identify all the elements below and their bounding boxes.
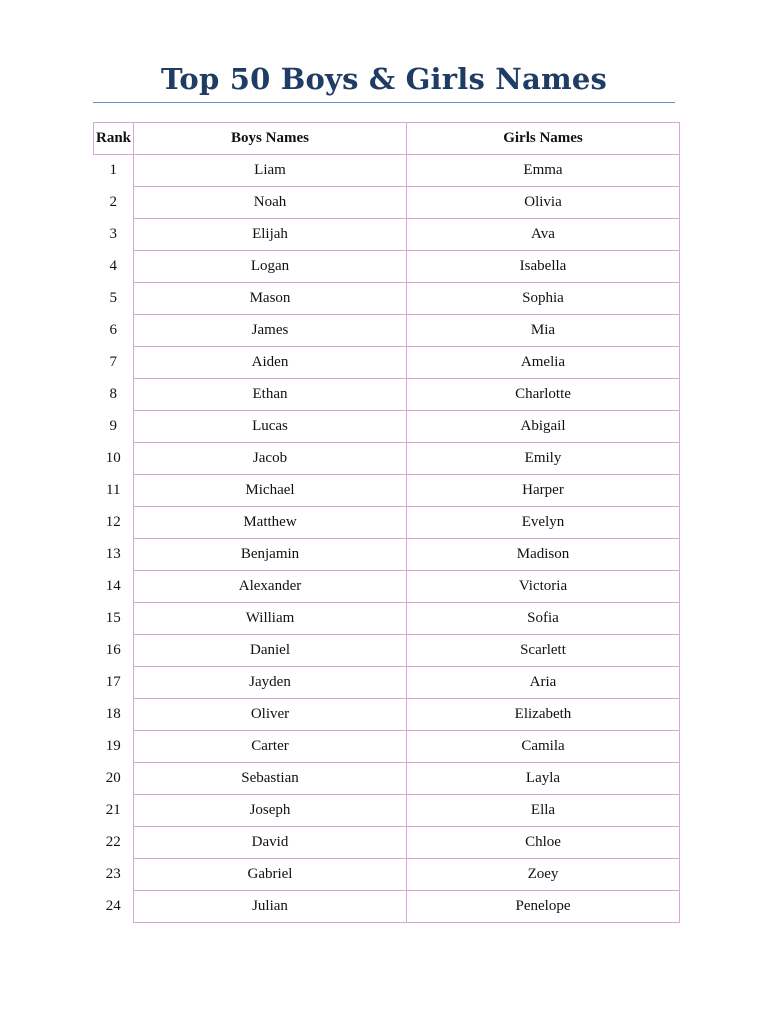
rank-cell: 7 (109, 354, 117, 370)
table-row (94, 219, 680, 251)
girl-name-cell: Elizabeth (407, 699, 680, 731)
rank-column-header: Rank (94, 123, 134, 155)
girl-name-cell: Madison (407, 539, 680, 571)
title-divider (93, 102, 675, 103)
table-row (94, 347, 680, 379)
rank-cell: 17 (105, 674, 121, 690)
rank-cell: 19 (105, 738, 121, 754)
table-row (94, 283, 680, 315)
rank-cell: 20 (105, 770, 121, 786)
table-row (94, 155, 680, 187)
girl-name-cell: Ava (407, 219, 680, 251)
girl-name-cell: Sofia (407, 603, 680, 635)
rank-cell: 9 (109, 418, 117, 434)
boy-name-cell: Jayden (134, 667, 407, 699)
girl-name-cell: Charlotte (407, 379, 680, 411)
boy-name-cell: Daniel (134, 635, 407, 667)
boy-name-cell: Michael (134, 475, 407, 507)
girl-name-cell: Chloe (407, 827, 680, 859)
rank-cell: 6 (109, 322, 117, 338)
boy-name-cell: James (134, 315, 407, 347)
rank-cell: 8 (109, 386, 117, 402)
page-title: Top 50 Boys & Girls Names (160, 62, 608, 96)
girl-name-cell: Emma (407, 155, 680, 187)
girl-name-cell: Harper (407, 475, 680, 507)
rank-cell: 24 (105, 898, 121, 914)
boy-name-cell: Mason (134, 283, 407, 315)
table-row (94, 475, 680, 507)
boy-name-cell: Liam (134, 155, 407, 187)
table-row (94, 443, 680, 475)
girls-names-column-header: Girls Names (407, 123, 680, 155)
girl-name-cell: Zoey (407, 859, 680, 891)
boy-name-cell: Elijah (134, 219, 407, 251)
table-row (94, 251, 680, 283)
boy-name-cell: William (134, 603, 407, 635)
boy-name-cell: Aiden (134, 347, 407, 379)
table-row (94, 187, 680, 219)
girl-name-cell: Emily (407, 443, 680, 475)
boy-name-cell: Benjamin (134, 539, 407, 571)
boy-name-cell: Matthew (134, 507, 407, 539)
table-row (94, 411, 680, 443)
boy-name-cell: Ethan (134, 379, 407, 411)
header-row (94, 123, 680, 155)
table-row (94, 507, 680, 539)
rank-cell: 12 (105, 514, 121, 530)
table-row (94, 699, 680, 731)
girl-name-cell: Amelia (407, 347, 680, 379)
rank-cell: 10 (105, 450, 121, 466)
table-row (94, 795, 680, 827)
rank-cell: 2 (109, 194, 117, 210)
girl-name-cell: Camila (407, 731, 680, 763)
boy-name-cell: Sebastian (134, 763, 407, 795)
rank-cell: 16 (105, 642, 121, 658)
table-row (94, 763, 680, 795)
boy-name-cell: Alexander (134, 571, 407, 603)
table-body (94, 155, 680, 923)
rank-cell: 5 (109, 290, 117, 306)
table-header (94, 123, 680, 155)
table-row (94, 731, 680, 763)
boys-names-column-header: Boys Names (134, 123, 407, 155)
rank-cell: 18 (105, 706, 121, 722)
girl-name-cell: Abigail (407, 411, 680, 443)
table-row (94, 315, 680, 347)
names-table (93, 122, 680, 923)
rank-cell: 3 (109, 226, 117, 242)
table-row (94, 603, 680, 635)
rank-cell: 21 (105, 802, 121, 818)
rank-cell: 14 (105, 578, 121, 594)
girl-name-cell: Olivia (407, 187, 680, 219)
boy-name-cell: Julian (134, 891, 407, 923)
table-row (94, 891, 680, 923)
table-row (94, 667, 680, 699)
girl-name-cell: Sophia (407, 283, 680, 315)
table-row (94, 379, 680, 411)
rank-cell: 4 (109, 258, 117, 274)
rank-cell: 11 (106, 482, 121, 498)
boy-name-cell: Oliver (134, 699, 407, 731)
boy-name-cell: Carter (134, 731, 407, 763)
boy-name-cell: Joseph (134, 795, 407, 827)
table-row (94, 571, 680, 603)
boy-name-cell: Gabriel (134, 859, 407, 891)
girl-name-cell: Mia (407, 315, 680, 347)
rank-cell: 1 (109, 162, 117, 179)
rank-cell: 23 (105, 866, 121, 882)
girl-name-cell: Evelyn (407, 507, 680, 539)
girl-name-cell: Victoria (407, 571, 680, 603)
table-row (94, 635, 680, 667)
boy-name-cell: David (134, 827, 407, 859)
table-row (94, 859, 680, 891)
boy-name-cell: Logan (134, 251, 407, 283)
boy-name-cell: Jacob (134, 443, 407, 475)
girl-name-cell: Isabella (407, 251, 680, 283)
table-row (94, 827, 680, 859)
girl-name-cell: Scarlett (407, 635, 680, 667)
girl-name-cell: Layla (407, 763, 680, 795)
table-row (94, 539, 680, 571)
rank-cell: 13 (105, 546, 121, 562)
boy-name-cell: Noah (134, 187, 407, 219)
boy-name-cell: Lucas (134, 411, 407, 443)
girl-name-cell: Penelope (407, 891, 680, 923)
girl-name-cell: Aria (407, 667, 680, 699)
rank-cell: 15 (105, 610, 121, 626)
rank-cell: 22 (105, 834, 121, 850)
girl-name-cell: Ella (407, 795, 680, 827)
